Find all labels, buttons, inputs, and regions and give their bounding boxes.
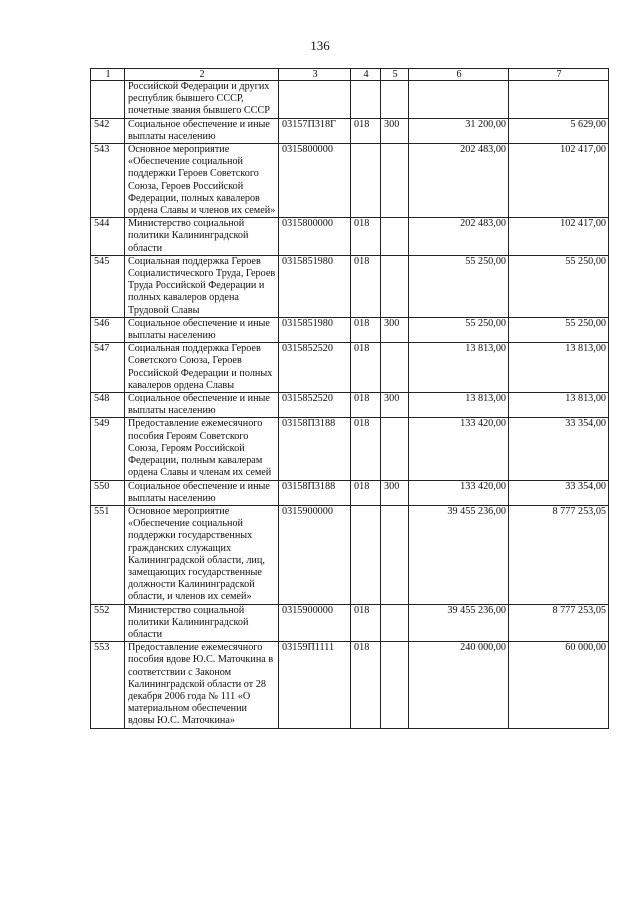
row-expense-type [381, 418, 409, 480]
header-cell: 2 [125, 69, 279, 81]
row-sum-col7: 55 250,00 [509, 317, 609, 342]
budget-table [90, 68, 609, 729]
row-sum-col7: 13 813,00 [509, 393, 609, 418]
row-department: 018 [351, 255, 381, 317]
row-expense-type [381, 144, 409, 218]
row-code: 0315900000 [279, 505, 351, 604]
row-department: 018 [351, 642, 381, 728]
row-code: 0315800000 [279, 218, 351, 256]
row-sum-col6: 133 420,00 [409, 418, 509, 480]
row-code: 0315851980 [279, 317, 351, 342]
table-body [91, 81, 609, 729]
row-number: 544 [91, 218, 125, 256]
row-name: Социальное обеспечение и иные выплаты населению [125, 480, 279, 505]
row-sum-col6: 13 813,00 [409, 343, 509, 393]
table-row [91, 118, 609, 143]
row-department [351, 505, 381, 604]
table-row [91, 218, 609, 256]
row-sum-col7: 102 417,00 [509, 218, 609, 256]
row-sum-col7: 55 250,00 [509, 255, 609, 317]
row-code [279, 81, 351, 119]
row-expense-type [381, 218, 409, 256]
table-row [91, 418, 609, 480]
row-sum-col7: 8 777 253,05 [509, 505, 609, 604]
row-department [351, 81, 381, 119]
row-expense-type [381, 255, 409, 317]
row-department: 018 [351, 393, 381, 418]
row-sum-col6: 39 455 236,00 [409, 604, 509, 642]
row-number: 553 [91, 642, 125, 728]
row-sum-col7: 60 000,00 [509, 642, 609, 728]
row-number: 550 [91, 480, 125, 505]
header-cell: 5 [381, 69, 409, 81]
row-code: 0315852520 [279, 343, 351, 393]
row-sum-col6: 240 000,00 [409, 642, 509, 728]
row-department [351, 144, 381, 218]
row-number: 546 [91, 317, 125, 342]
row-code: 03157П318Г [279, 118, 351, 143]
row-sum-col6: 39 455 236,00 [409, 505, 509, 604]
table-row [91, 81, 609, 119]
row-sum-col7 [509, 81, 609, 119]
row-code: 0315900000 [279, 604, 351, 642]
header-cell: 4 [351, 69, 381, 81]
row-sum-col6: 133 420,00 [409, 480, 509, 505]
row-expense-type [381, 343, 409, 393]
row-code: 03158П3188 [279, 418, 351, 480]
table-row [91, 393, 609, 418]
table-row [91, 642, 609, 728]
row-code: 0315800000 [279, 144, 351, 218]
row-name: Министерство социальной политики Калининградской области [125, 218, 279, 256]
row-sum-col6 [409, 81, 509, 119]
row-number: 548 [91, 393, 125, 418]
header-cell: 7 [509, 69, 609, 81]
row-expense-type [381, 604, 409, 642]
row-department: 018 [351, 218, 381, 256]
table-header-row [91, 69, 609, 81]
table-row [91, 505, 609, 604]
row-code: 03159П1111 [279, 642, 351, 728]
row-name: Социальное обеспечение и иные выплаты населению [125, 118, 279, 143]
row-name: Предоставление ежемесячного пособия вдове Ю.С. Маточкина в соответствии с Законом Калининградской области от 28 декабря 2006 года № 111 «О материальном обеспечении вдовы Ю.С. Маточкина» [125, 642, 279, 728]
row-code: 0315851980 [279, 255, 351, 317]
table-row [91, 343, 609, 393]
row-sum-col7: 33 354,00 [509, 418, 609, 480]
table-row [91, 317, 609, 342]
row-sum-col7: 13 813,00 [509, 343, 609, 393]
row-name: Социальная поддержка Героев Социалистического Труда, Героев Труда Российской Федерации и полных кавалеров ордена Трудовой Славы [125, 255, 279, 317]
row-sum-col7: 8 777 253,05 [509, 604, 609, 642]
row-department: 018 [351, 418, 381, 480]
row-sum-col6: 13 813,00 [409, 393, 509, 418]
header-cell: 6 [409, 69, 509, 81]
row-number: 542 [91, 118, 125, 143]
row-sum-col6: 202 483,00 [409, 218, 509, 256]
row-expense-type: 300 [381, 118, 409, 143]
row-expense-type [381, 81, 409, 119]
row-expense-type [381, 642, 409, 728]
row-name: Социальное обеспечение и иные выплаты населению [125, 317, 279, 342]
row-name: Министерство социальной политики Калининградской области [125, 604, 279, 642]
row-number: 552 [91, 604, 125, 642]
table-row [91, 480, 609, 505]
row-expense-type [381, 505, 409, 604]
row-number: 549 [91, 418, 125, 480]
row-expense-type: 300 [381, 317, 409, 342]
row-expense-type: 300 [381, 393, 409, 418]
row-expense-type: 300 [381, 480, 409, 505]
row-sum-col7: 33 354,00 [509, 480, 609, 505]
row-name: Предоставление ежемесячного пособия Героям Советского Союза, Героям Российской Федерации, полным кавалерам ордена Славы и членам их семей [125, 418, 279, 480]
row-name: Социальная поддержка Героев Советского Союза, Героев Российской Федерации и полных кавалеров ордена Славы [125, 343, 279, 393]
row-department: 018 [351, 317, 381, 342]
row-sum-col6: 55 250,00 [409, 317, 509, 342]
row-sum-col6: 202 483,00 [409, 144, 509, 218]
row-name: Основное мероприятие «Обеспечение социальной поддержки государственных гражданских служащих Калининградской области, лиц, замещающих государственные должности Калининградской области, и членов их семей» [125, 505, 279, 604]
table-row [91, 144, 609, 218]
row-sum-col6: 31 200,00 [409, 118, 509, 143]
row-number [91, 81, 125, 119]
row-number: 543 [91, 144, 125, 218]
row-code: 03158П3188 [279, 480, 351, 505]
header-cell: 1 [91, 69, 125, 81]
header-cell: 3 [279, 69, 351, 81]
row-number: 547 [91, 343, 125, 393]
page-number: 136 [310, 38, 330, 53]
table-row [91, 255, 609, 317]
row-number: 551 [91, 505, 125, 604]
row-number: 545 [91, 255, 125, 317]
table-row [91, 604, 609, 642]
row-sum-col6: 55 250,00 [409, 255, 509, 317]
row-name: Социальное обеспечение и иные выплаты населению [125, 393, 279, 418]
row-name: Основное мероприятие «Обеспечение социальной поддержки Героев Советского Союза, Героев Российской Федерации, полных кавалеров ордена Славы и членов их семей» [125, 144, 279, 218]
row-department: 018 [351, 480, 381, 505]
row-code: 0315852520 [279, 393, 351, 418]
row-name: Российской Федерации и других республик бывшего СССР, почетные звания бывшего СССР [125, 81, 279, 119]
row-sum-col7: 5 629,00 [509, 118, 609, 143]
row-department: 018 [351, 343, 381, 393]
row-sum-col7: 102 417,00 [509, 144, 609, 218]
row-department: 018 [351, 604, 381, 642]
row-department: 018 [351, 118, 381, 143]
